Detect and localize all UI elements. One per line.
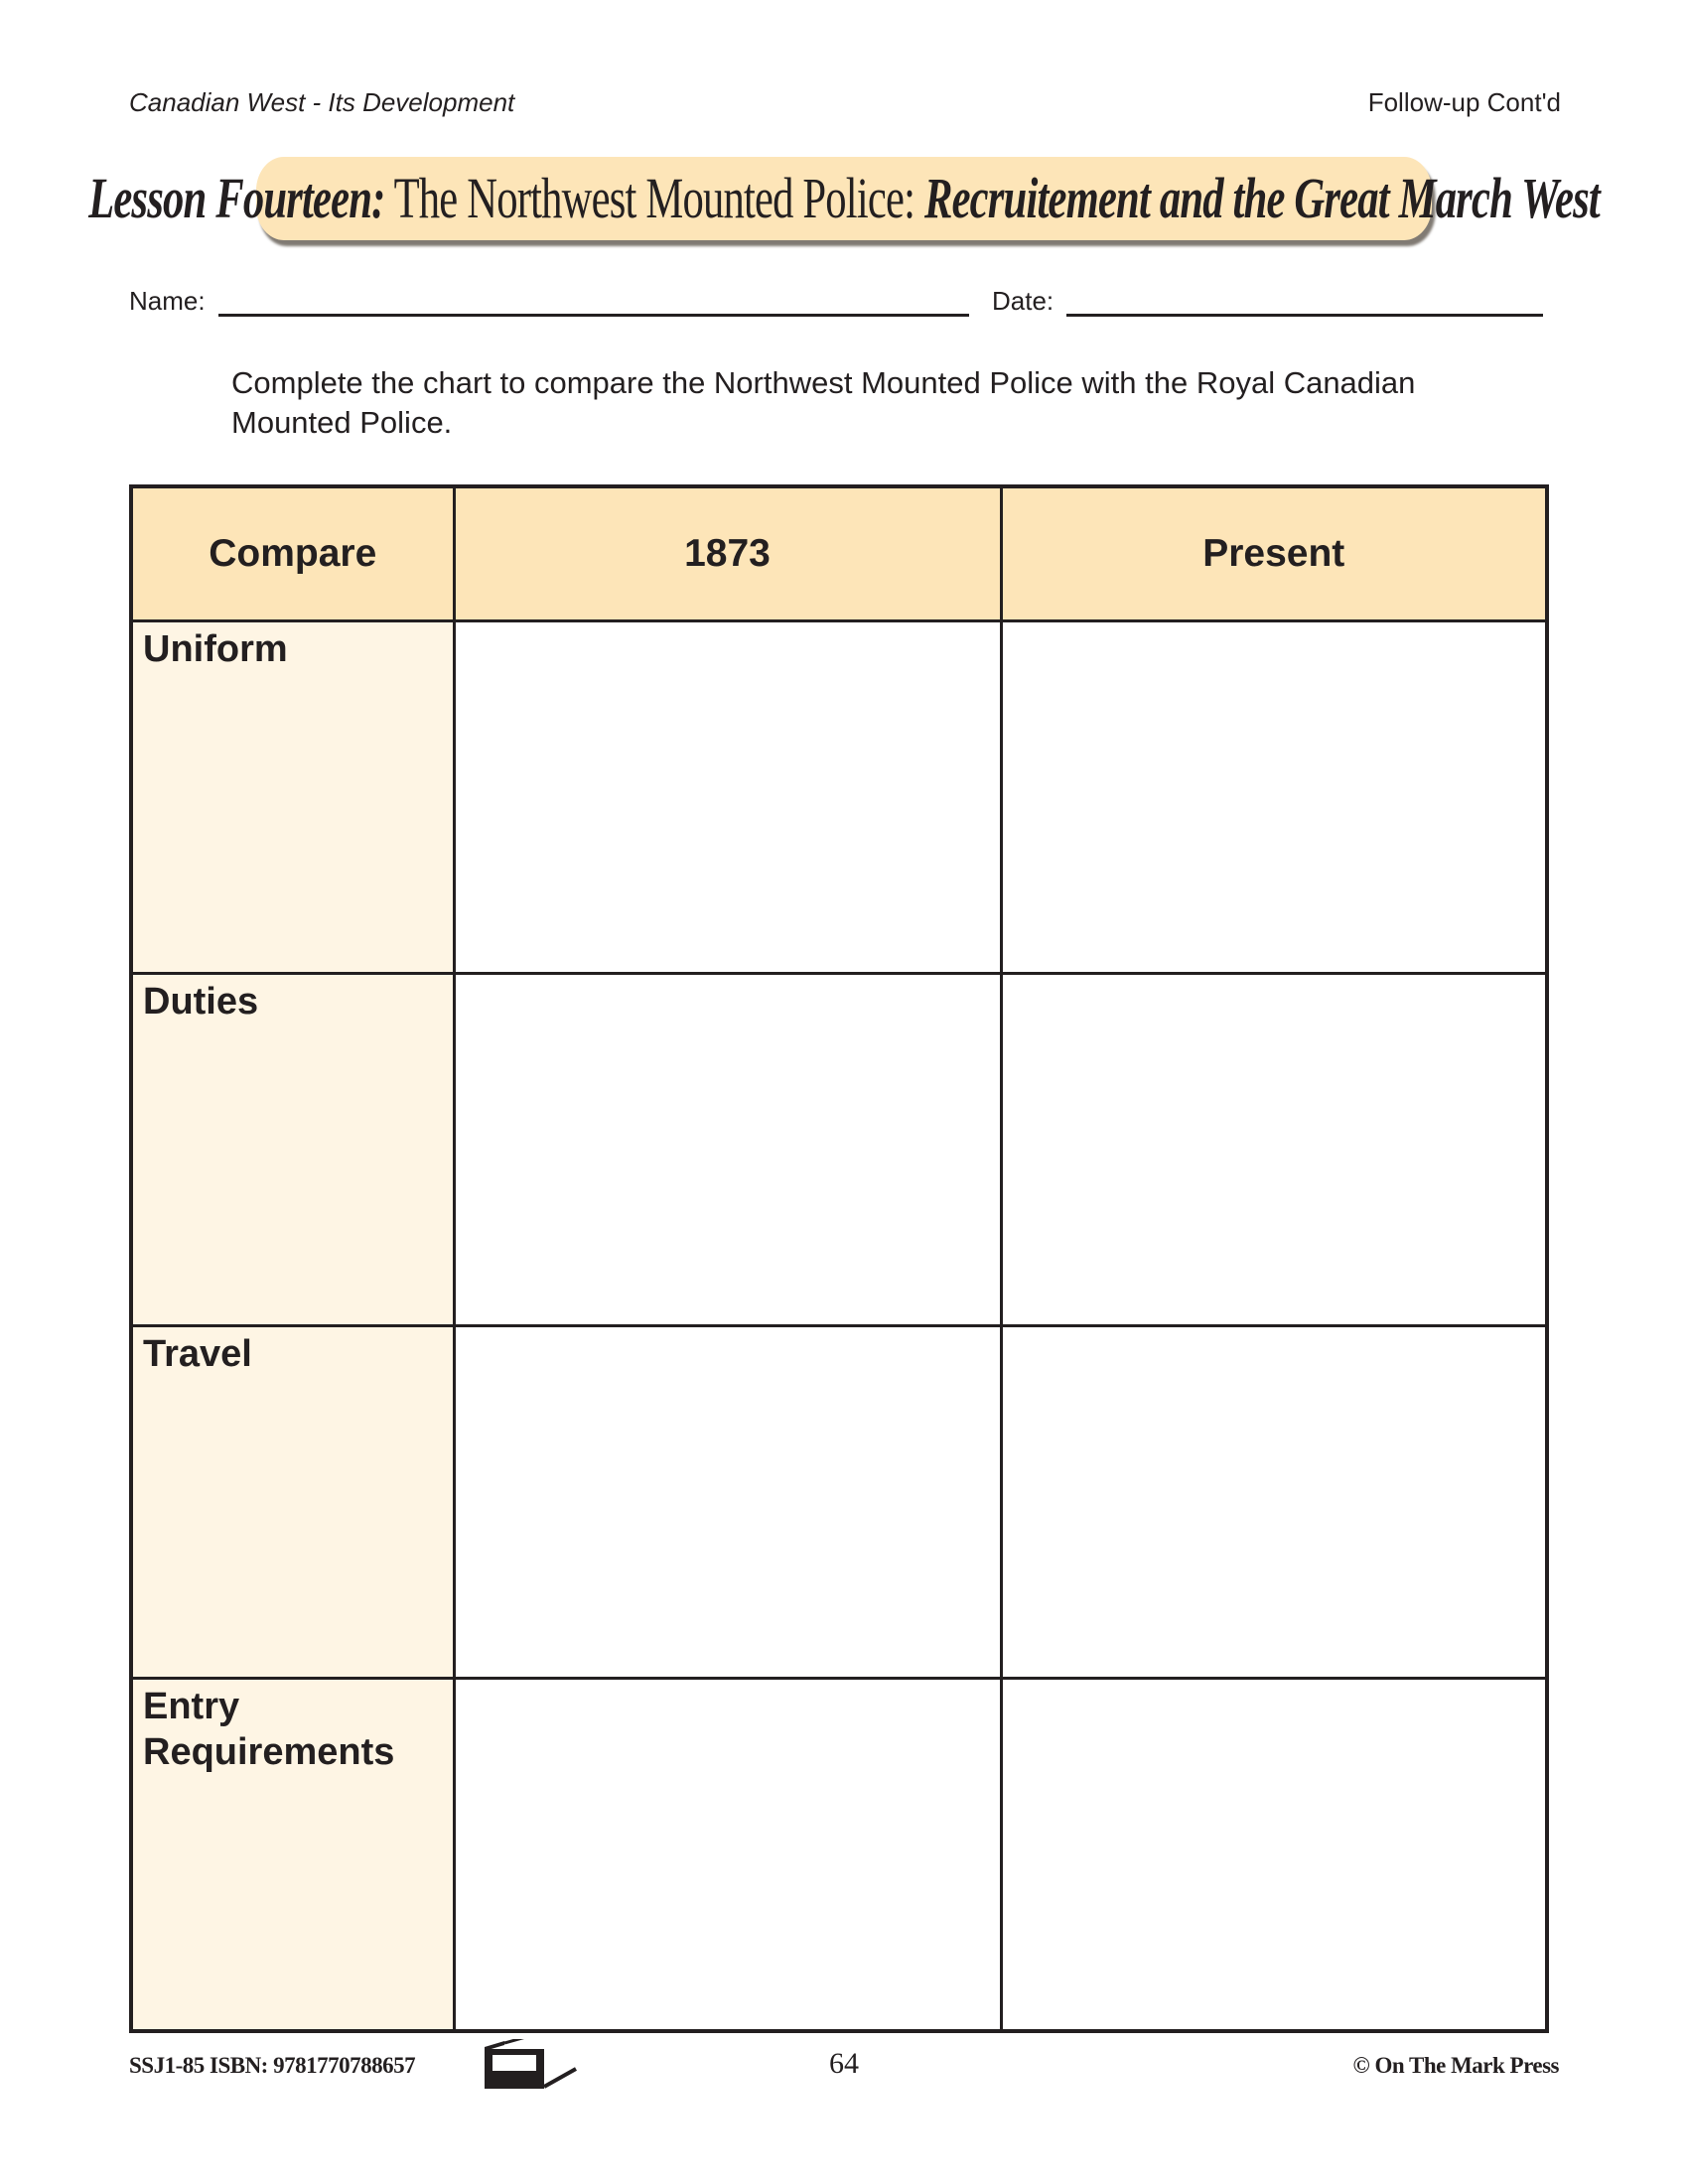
- cell-uniform-present[interactable]: [1001, 621, 1547, 974]
- table-row: [131, 1326, 1547, 1679]
- column-header-present: Present: [1001, 486, 1547, 621]
- cell-travel-1873[interactable]: [454, 1326, 1001, 1679]
- footer-code-isbn: SSJ1-85 ISBN: 9781770788657: [129, 2053, 416, 2078]
- column-header-1873: 1873: [454, 486, 1001, 621]
- lesson-title: [88, 166, 1600, 231]
- date-field[interactable]: [1066, 314, 1543, 317]
- section-label: Follow-up Cont'd: [1367, 87, 1561, 117]
- lesson-label: Lesson Fourteen:: [88, 167, 385, 230]
- table-row: [131, 974, 1547, 1326]
- date-label: Date:: [992, 286, 1055, 316]
- table-row: [131, 621, 1547, 974]
- lesson-subtitle: Recruitement and the Great March West: [923, 167, 1600, 230]
- row-label-travel: Travel: [131, 1326, 454, 1679]
- instructions: Complete the chart to compare the Northwest Mounted Police with the Royal Canadian Mounted Police.: [231, 365, 1416, 440]
- row-label-duties: Duties: [131, 974, 454, 1326]
- column-header-compare: Compare: [131, 486, 454, 621]
- name-field[interactable]: [218, 314, 969, 317]
- cell-entry-requirements-1873[interactable]: [454, 1679, 1001, 2032]
- row-label-entry-requirements: Entry Requirements: [131, 1679, 454, 2032]
- name-date-row: [129, 282, 1543, 322]
- table-header-row: [131, 486, 1547, 621]
- name-label: Name:: [129, 286, 206, 316]
- book-title: Canadian West - Its Development: [129, 87, 515, 117]
- lesson-main-title: The Northwest Mounted Police:: [384, 167, 924, 230]
- cell-entry-requirements-present[interactable]: [1001, 1679, 1547, 2032]
- cell-duties-present[interactable]: [1001, 974, 1547, 1326]
- row-label-uniform: Uniform: [131, 621, 454, 974]
- comparison-chart: [129, 484, 1549, 2033]
- table-row: [131, 1679, 1547, 2032]
- publisher-copyright: © On The Mark Press: [1352, 2053, 1559, 2078]
- lesson-title-banner: [88, 157, 1600, 240]
- cell-travel-present[interactable]: [1001, 1326, 1547, 1679]
- page-number: 64: [829, 2047, 859, 2080]
- cell-uniform-1873[interactable]: [454, 621, 1001, 974]
- cell-duties-1873[interactable]: [454, 974, 1001, 1326]
